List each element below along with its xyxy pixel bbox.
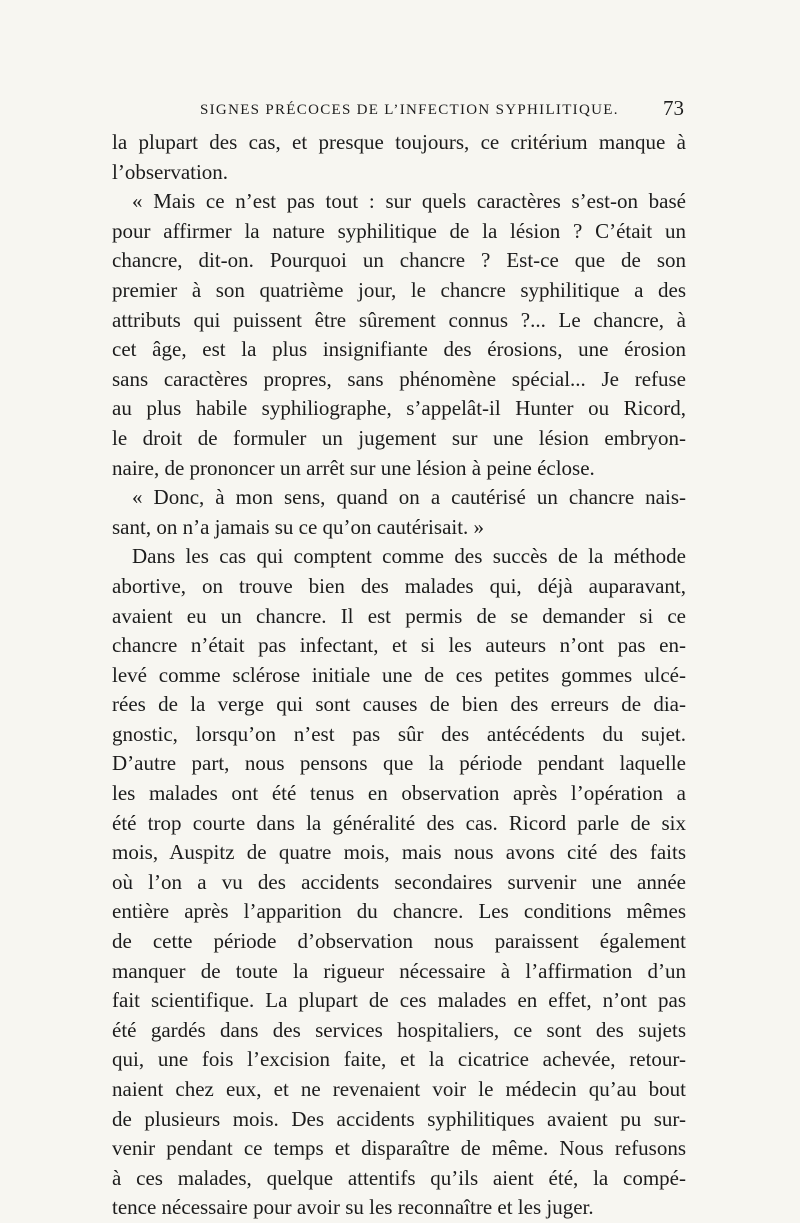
text-line: rées de la verge qui sont causes de bien des erreurs de dia- xyxy=(112,692,686,717)
text-line: chancre n’était pas infectant, et si les auteurs n’ont pas en- xyxy=(112,633,686,658)
text-line: été gardés dans des services hospitaliers, ce sont des sujets xyxy=(112,1017,686,1042)
text-line: qui, une fois l’excision faite, et la cicatrice achevée, retour- xyxy=(112,1047,686,1072)
text-line: naire, de prononcer un arrêt sur une lésion à peine éclose. xyxy=(112,455,595,480)
text-line: le droit de formuler un jugement sur une lésion embryon- xyxy=(112,425,686,450)
text-line: la plupart des cas, et presque toujours, ce critérium manque à xyxy=(112,130,686,154)
text-line: avaient eu un chancre. Il est permis de se demander si ce xyxy=(112,603,686,628)
page-header xyxy=(200,96,684,126)
running-title: SIGNES PRÉCOCES DE L’INFECTION SYPHILITIQUE. xyxy=(200,102,619,118)
text-line: entière après l’apparition du chancre. Les conditions mêmes xyxy=(112,899,686,924)
text-line: venir pendant ce temps et disparaître de même. Nous refusons xyxy=(112,1136,686,1161)
text-line: où l’on a vu des accidents secondaires survenir une année xyxy=(112,869,686,894)
text-line: au plus habile syphiliographe, s’appelât-il Hunter ou Ricord, xyxy=(112,396,686,421)
text-line: tence nécessaire pour avoir su les reconnaître et les juger. xyxy=(112,1195,594,1220)
text-line: fait scientifique. La plupart de ces malades en effet, n’ont pas xyxy=(112,988,686,1013)
text-line: de plusieurs mois. Des accidents syphilitiques avaient pu sur- xyxy=(112,1106,686,1131)
text-line: D’autre part, nous pensons que la période pendant laquelle xyxy=(112,751,686,776)
text-line: naient chez eux, et ne revenaient voir le médecin qu’au bout xyxy=(112,1077,686,1101)
text-line: abortive, on trouve bien des malades qui, déjà auparavant, xyxy=(112,573,686,598)
body-text xyxy=(112,128,686,1223)
text-line: levé comme sclérose initiale une de ces petites gommes ulcé- xyxy=(112,662,686,687)
text-line: chancre, dit-on. Pourquoi un chancre ? Est-ce que de son xyxy=(112,248,686,273)
text-line: à ces malades, quelque attentifs qu’ils aient été, la compé- xyxy=(112,1165,686,1190)
text-line: sans caractères propres, sans phénomène spécial... Je refuse xyxy=(112,366,686,391)
text-line: attributs qui puissent être sûrement connus ?... Le chancre, à xyxy=(112,307,686,332)
text-line: cet âge, est la plus insignifiante des érosions, une érosion xyxy=(112,337,686,362)
text-line: l’observation. xyxy=(112,159,229,184)
page-number: 73 xyxy=(663,96,684,120)
text-line: sant, on n’a jamais su ce qu’on cautérisait. » xyxy=(112,514,485,539)
text-line: les malades ont été tenus en observation après l’opération a xyxy=(112,781,686,806)
text-line: Dans les cas qui comptent comme des succès de la méthode xyxy=(132,544,686,569)
text-line: manquer de toute la rigueur nécessaire à l’affirmation d’un xyxy=(112,958,686,983)
text-line: « Donc, à mon sens, quand on a cautérisé un chancre nais- xyxy=(132,485,686,510)
text-line: gnostic, lorsqu’on n’est pas sûr des antécédents du sujet. xyxy=(112,721,686,746)
text-line: « Mais ce n’est pas tout : sur quels caractères s’est-on basé xyxy=(132,189,686,214)
text-line: pour affirmer la nature syphilitique de la lésion ? C’était un xyxy=(112,218,686,243)
text-line: premier à son quatrième jour, le chancre syphilitique a des xyxy=(112,277,686,302)
text-line: de cette période d’observation nous paraissent également xyxy=(112,929,686,954)
text-line: mois, Auspitz de quatre mois, mais nous avons cité des faits xyxy=(112,840,686,865)
text-line: été trop courte dans la généralité des cas. Ricord parle de six xyxy=(112,810,686,835)
